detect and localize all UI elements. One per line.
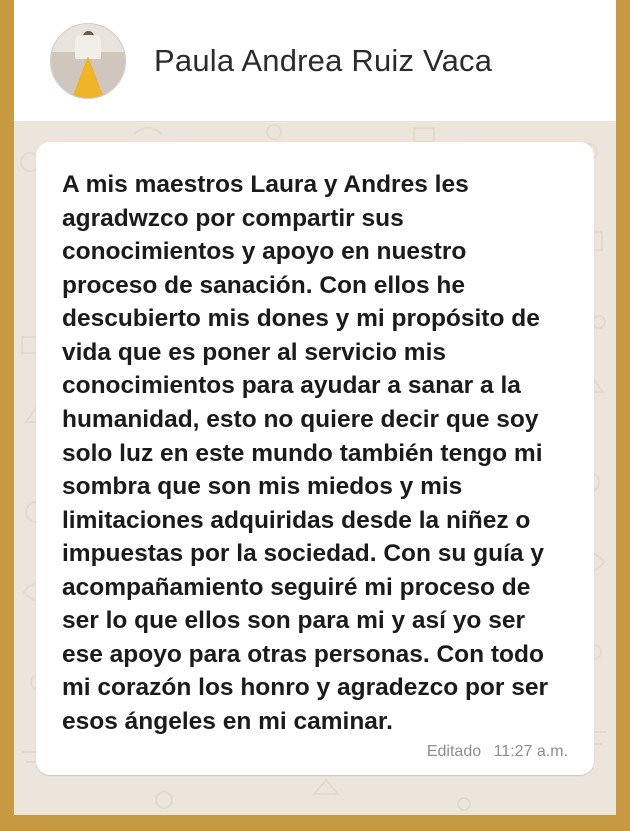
message-meta [62,743,568,761]
message-bubble[interactable] [36,142,594,775]
contact-name: Paula Andrea Ruiz Vaca [154,42,493,78]
chat-message-area [14,122,616,815]
avatar-person-skirt [72,56,104,98]
avatar[interactable] [50,23,126,99]
edited-label: Editado [426,742,482,760]
message-time: 11:27 a.m. [493,742,568,760]
message-text: A mis maestros Laura y Andres les agradwzco por compartir sus conocimientos y apoyo en nuestro proceso de sanación. Con ellos he descubierto mis dones y mi propósito de vida que es poner al servicio mis conocimientos para ayudar a sanar a la humanidad, esto no quiere decir que soy solo luz en este mundo también tengo mi sombra que son mis miedos y mis limitaciones adquiridas desde la niñez o impuestas por la sociedad. Con su guía y acompañamiento seguiré mi proceso de ser lo que ellos son para mi y así yo ser ese apoyo para otras personas. Con todo mi corazón los honro y agradezco por ser esos ángeles en mi caminar. [62,171,555,735]
chat-header[interactable] [14,0,616,122]
